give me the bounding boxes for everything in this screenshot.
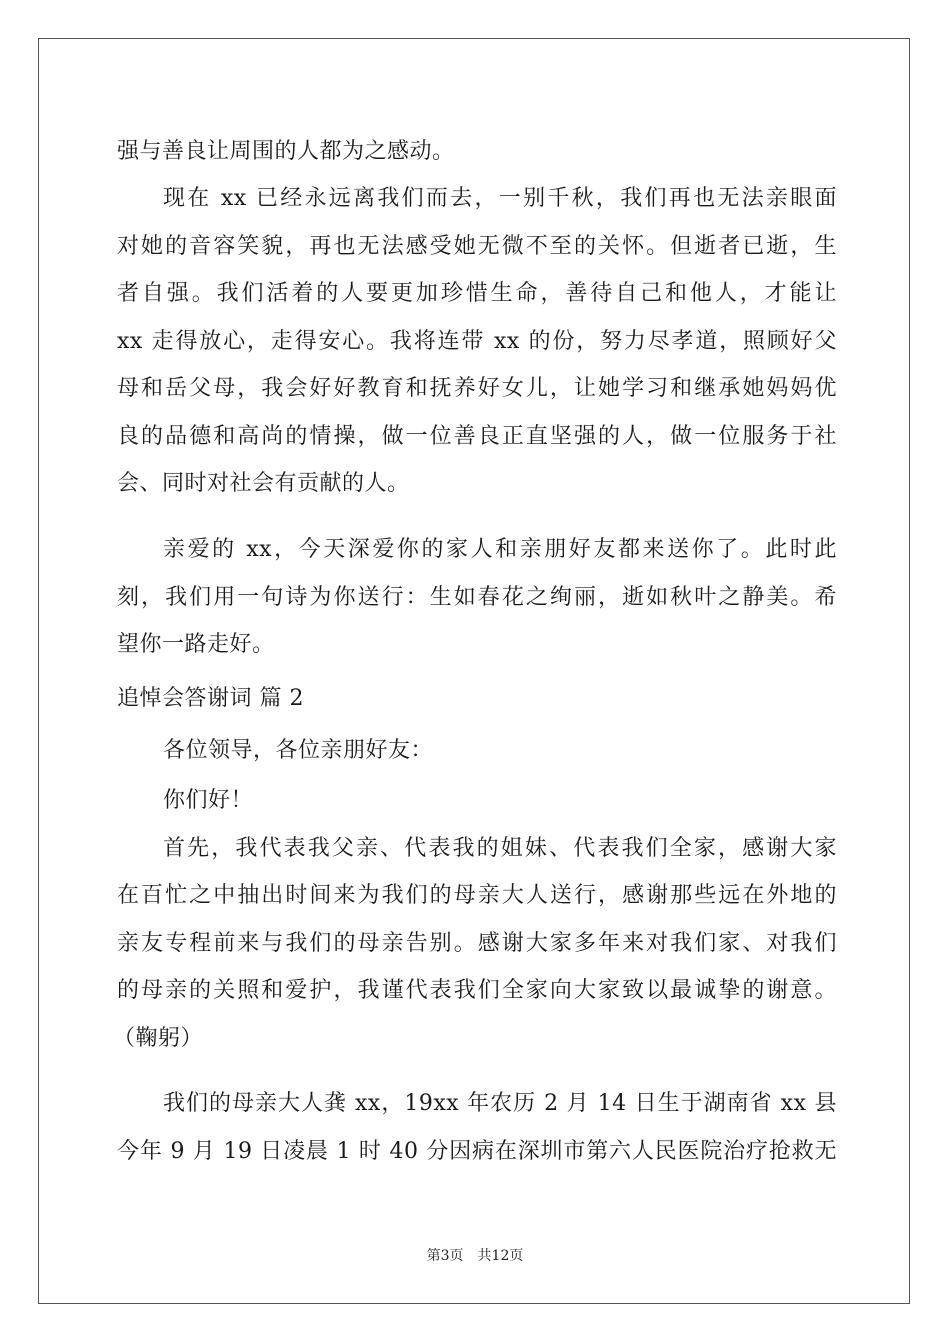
text-line: 者自强。我们活着的人要更加珍惜生命，善待自己和他人，才能让 (117, 281, 837, 306)
greeting: 你们好！ (163, 788, 254, 813)
text-line: xx 走得放心，走得安心。我将连带 xx 的份，努力尽孝道，照顾好父 (117, 329, 837, 354)
salutation: 各位领导，各位亲朋好友： (163, 738, 434, 763)
text-line: 对她的音容笑貌，再也无法感受她无微不至的关怀。但逝者已逝，生 (117, 234, 837, 259)
text-line: 现在 xx 已经永远离我们而去，一别千秋，我们再也无法亲眼面 (163, 186, 837, 211)
text-line: 会、同时对社会有贡献的人。 (117, 471, 410, 496)
text-line: 的母亲的关照和爱护，我谨代表我们全家向大家致以最诚挚的谢意。 (117, 978, 837, 1003)
text-line: 良的品德和高尚的情操，做一位善良正直坚强的人，做一位服务于社 (117, 424, 837, 449)
text-line: 母和岳父母，我会好好教育和抚养好女儿，让她学习和继承她妈妈优 (117, 376, 837, 401)
text-line: 我们的母亲大人龚 xx，19xx 年农历 2 月 14 日生于湖南省 xx 县 (163, 1091, 837, 1116)
text-line: 强与善良让周围的人都为之感动。 (117, 139, 455, 164)
text-line: （鞠躬） (113, 1026, 204, 1051)
text-line: 在百忙之中抽出时间来为我们的母亲大人送行，感谢那些远在外地的 (117, 883, 837, 908)
text-line: 首先，我代表我父亲、代表我的姐妹、代表我们全家，感谢大家 (163, 836, 837, 861)
section-heading: 追悼会答谢词 篇 2 (117, 686, 304, 711)
page-number: 第3页 共12页 (426, 1248, 524, 1264)
text-line: 刻，我们用一句诗为你送行：生如春花之绚丽，逝如秋叶之静美。希 (117, 585, 837, 610)
text-line: 今年 9 月 19 日凌晨 1 时 40 分因病在深圳市第六人民医院治疗抢救无 (117, 1139, 837, 1164)
text-line: 亲爱的 xx，今天深爱你的家人和亲朋好友都来送你了。此时此 (163, 537, 837, 562)
text-line: 望你一路走好。 (117, 632, 275, 657)
text-line: 亲友专程前来与我们的母亲告别。感谢大家多年来对我们家、对我们 (117, 931, 837, 956)
